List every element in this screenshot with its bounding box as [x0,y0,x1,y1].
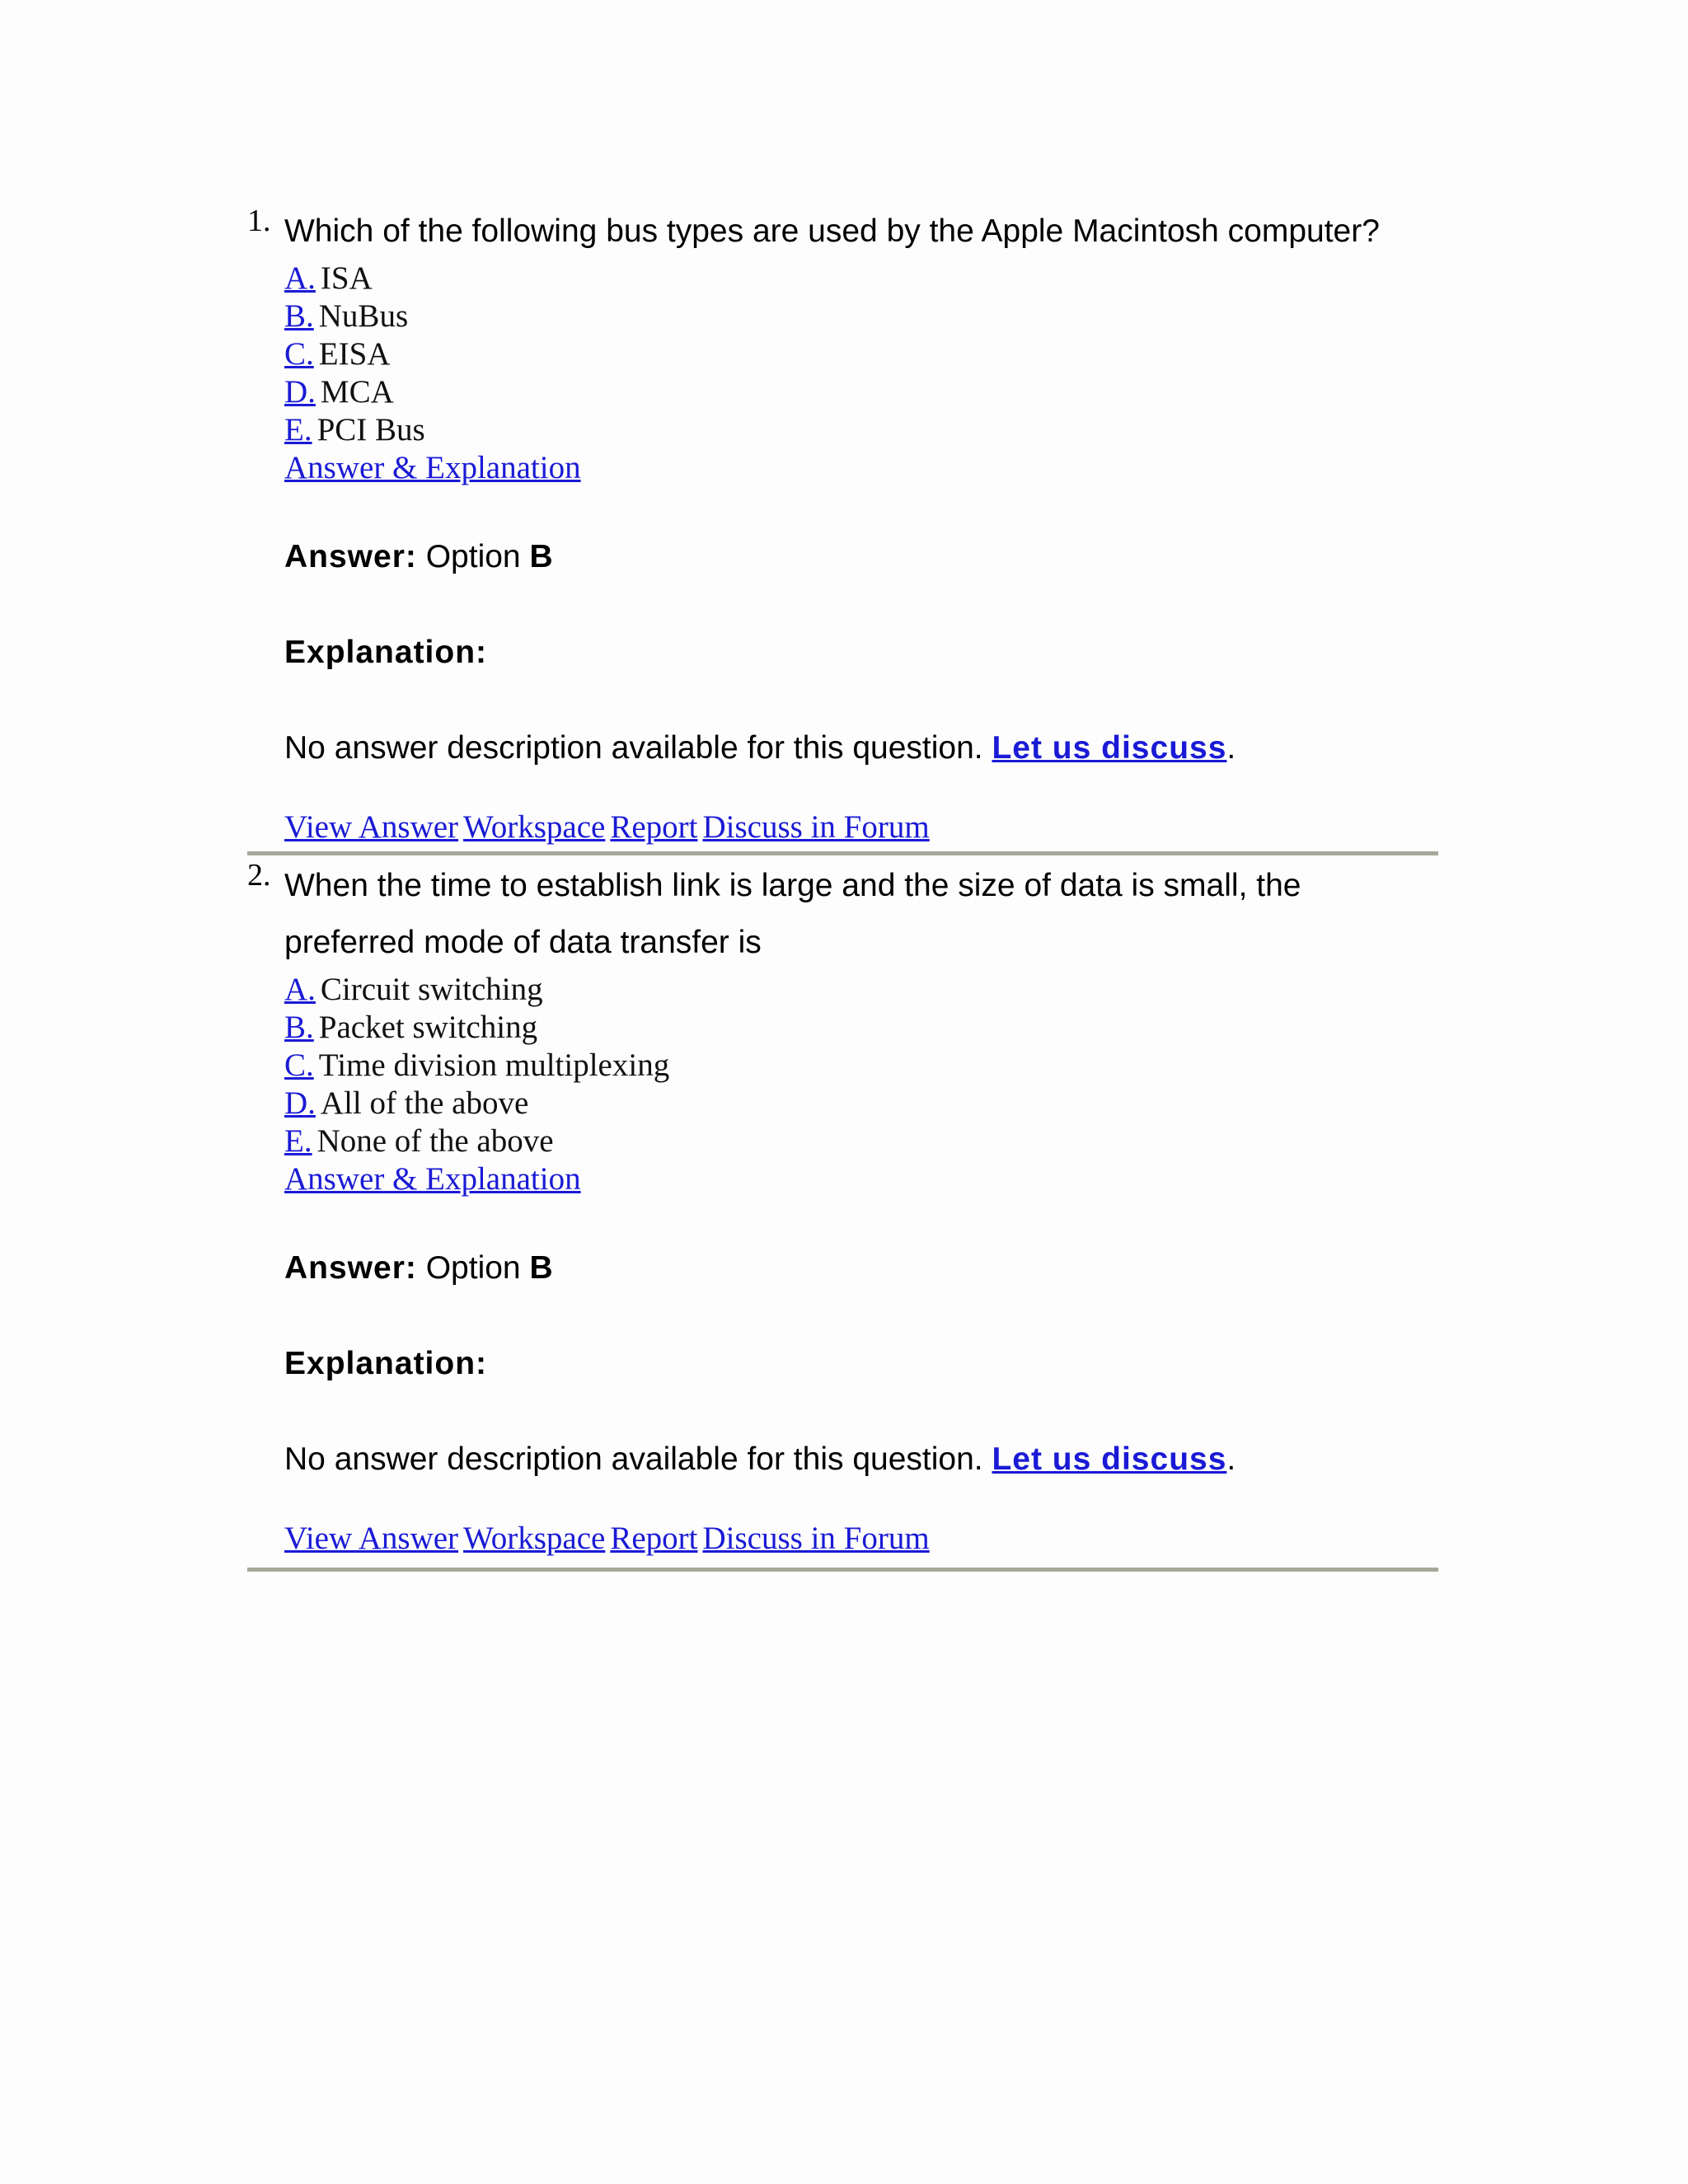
explanation-text: No answer description available for this question. [284,730,983,766]
option-d [284,373,1438,411]
option-e-link[interactable]: E. [284,1123,312,1159]
discuss-in-forum-link[interactable]: Discuss in Forum [702,809,930,845]
option-c [284,335,1438,373]
question-number: 1. [247,204,271,238]
view-answer-link[interactable]: View Answer [284,809,459,845]
answer-explanation-link[interactable]: Answer & Explanation [284,1161,581,1197]
option-e-text: None of the above [316,1123,554,1159]
question-footer-links [284,808,1438,846]
workspace-link[interactable]: Workspace [463,1521,606,1556]
option-e-link[interactable]: E. [284,412,312,448]
option-c-text: Time division multiplexing [318,1047,670,1083]
option-d-link[interactable]: D. [284,1085,316,1121]
explanation-label: Explanation: [284,1346,488,1381]
option-b [284,298,1438,335]
answer-explanation-link[interactable]: Answer & Explanation [284,450,581,485]
option-b-link[interactable]: B. [284,1010,314,1045]
explanation-text: No answer description available for this question. [284,1441,983,1477]
question-text: When the time to establish link is large and the size of data is small, the preferred mode of data transfer is [284,868,1301,960]
option-a-link[interactable]: A. [284,972,316,1007]
workspace-link[interactable]: Workspace [463,809,606,845]
option-e [284,1122,1438,1160]
explanation-label: Explanation: [284,635,488,670]
question-block-1 [247,203,1438,855]
question-number: 2. [247,858,271,893]
option-c-link[interactable]: C. [284,336,314,372]
answer-option-prefix: Option [425,539,521,574]
option-a-text: ISA [320,260,373,296]
option-d [284,1085,1438,1122]
question-footer-links [284,1520,1438,1558]
option-d-link[interactable]: D. [284,374,316,410]
question-text: Which of the following bus types are used by the Apple Macintosh computer? [284,213,1380,249]
option-b [284,1009,1438,1047]
option-c-text: EISA [318,336,391,372]
option-b-text: NuBus [318,298,409,334]
discuss-suffix: . [1226,1441,1236,1477]
option-c [284,1047,1438,1085]
option-b-link[interactable]: B. [284,298,314,334]
discuss-in-forum-link[interactable]: Discuss in Forum [702,1521,930,1556]
answer-row [284,1249,1438,1287]
option-b-text: Packet switching [318,1010,538,1045]
option-d-text: MCA [320,374,394,410]
options-list [284,971,1438,1160]
question-body [284,213,1438,846]
option-a-text: Circuit switching [320,972,543,1007]
explanation-row [284,1441,1438,1479]
option-a-link[interactable]: A. [284,260,316,296]
discuss-suffix: . [1226,730,1236,766]
option-d-text: All of the above [320,1085,529,1121]
answer-option-prefix: Option [425,1250,521,1286]
answer-option-letter: B [529,1250,553,1286]
explanation-row [284,729,1438,767]
answer-row [284,538,1438,576]
answer-label: Answer: [284,1250,417,1286]
answer-option-letter: B [529,539,553,574]
option-a [284,971,1438,1009]
answer-label: Answer: [284,539,417,574]
view-answer-link[interactable]: View Answer [284,1521,459,1556]
question-body [284,867,1438,1558]
report-link[interactable]: Report [610,1521,698,1556]
option-c-link[interactable]: C. [284,1047,314,1083]
option-a [284,260,1438,298]
option-e [284,411,1438,449]
let-us-discuss-link[interactable]: Let us discuss [992,1441,1227,1477]
question-block-2 [247,857,1438,1572]
options-list [284,260,1438,449]
let-us-discuss-link[interactable]: Let us discuss [992,730,1227,766]
report-link[interactable]: Report [610,809,698,845]
option-e-text: PCI Bus [316,412,425,448]
